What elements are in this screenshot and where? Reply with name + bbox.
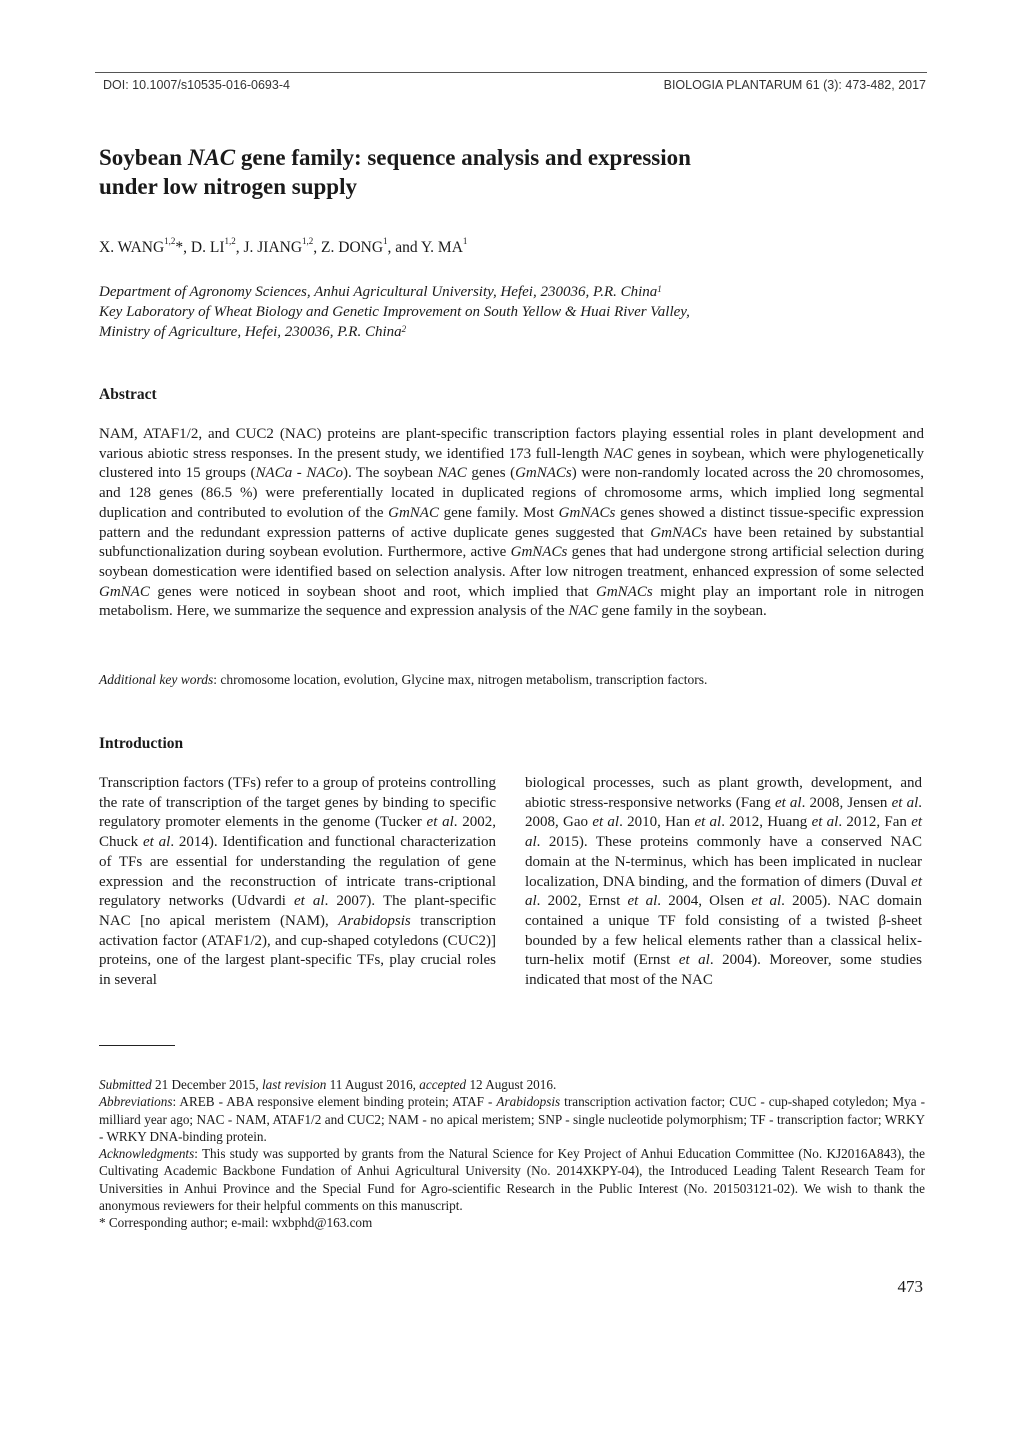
intro-column-right: biological processes, such as plant growth, development, and abiotic stress-responsive networks (Fang et al. 2008, Jensen et al. 2008, Gao et al. 2010, Han et al. 2012, Huang et al. 2012, Fan et al. 2015). These proteins commonly have a conserved NAC domain at the N-terminus, which has been implicated in nuclear localization, DNA binding, and the formation of dimers (Duval et al. 2002, Ernst et al. 2004, Olsen et al. 2005). NAC domain contained a unique TF fold consisting of a twisted β-sheet bounded by a few helical elements rather than a classical helix-turn-helix motif (Ernst et al. 2004). Moreover, some studies indicated that most of the NAC	[525, 775, 923, 989]
corresponding-author: * Corresponding author; e-mail: wxbphd@163.com	[99, 1215, 373, 1231]
introduction-heading: Introduction	[99, 735, 184, 752]
abstract-body: NAM, ATAF1/2, and CUC2 (NAC) proteins are plant-specific transcription factors playing essential roles in plant development and various abiotic stress responses. In the present study, we identified 173 full-length NAC genes in soybean, which were phylogenetically clustered into 15 groups (NACa - NACo). The soybean NAC genes (GmNACs) were non-randomly located across the 20 chromosomes, and 128 genes (86.5 %) were preferentially located in duplicated regions of chromosome arms, which implied long segmental duplication and contributed to evolution of the GmNAC gene family. Most GmNACs genes showed a distinct tissue-specific expression pattern and the redundant expression patterns of active duplicate genes suggested that GmNACs have been retained by substantial subfunctionalization during soybean evolution. Furthermore, active GmNACs genes that had undergone strong artificial selection during soybean domestication were identified based on selection analysis. After low nitrogen treatment, enhanced expression of some selected GmNAC genes were noticed in soybean shoot and root, which implied that GmNACs might play an important role in nitrogen metabolism. Here, we summarize the sequence and expression analysis of the NAC gene family in the soybean.	[99, 426, 925, 620]
author-list: X. WANG$^{1,2}$*, D. LI$^{1,2}$, J. JIANG$^{1,2}$, Z. DONG$^1$, and Y. $MA^1$	[99, 236, 468, 256]
footnote-rule	[99, 1045, 175, 1046]
header-rule	[95, 72, 927, 73]
paper-title: Soybean NAC gene family: sequence analysis and expression under low nitrogen supply	[99, 145, 691, 199]
keywords: Additional key words: chromosome location, evolution, Glycine max, nitrogen metabolism, transcription factors.	[99, 672, 708, 687]
footnotes: Submitted 21 December 2015, last revision 11 August 2016, accepted 12 August 2016. Abbreviations: AREB - ABA responsive element binding protein; ATAF - Arabidopsis transcription activation factor; CUC - cup-shaped cotyledon; Mya - milliard year ago; NAC - NAM, ATAF1/2 and CUC2; NAM - no apical meristem; SNP - single nucleotide polymorphism; TF - transcription factor; WRKY - WRKY DNA-binding protein. Acknowledgments: This study was supported by grants from the Natural Science for Key Project of Anhui Education Committee (No. KJ2016A843), the Cultivating Academic Backbone Fundation of Anhui Agricultural University (No. 2014XKPY-04), the Introduced Leading Talent Research Team for Universities in Anhui Province and the Special Fund for Agro-scientific Research in the Public Interest (No. 201503121-02). We wish to thank the anonymous reviewers for their helpful comments on this manuscript. * Corresponding author; e-mail: wxbphd@163.com	[99, 1077, 925, 1231]
intro-column-left: Transcription factors (TFs) refer to a group of proteins controlling the rate of transcription of the target genes by binding to specific regulatory promoter elements in the genome (Tucker et al. 2002, Chuck et al. 2014). Identification and functional characterization of TFs are essential for understanding the regulation of gene expression and the reconstruction of intricate trans-criptional regulatory networks (Udvardi et al. 2007). The plant-specific NAC [no apical meristem (NAM), Arabidopsis transcription activation factor (ATAF1/2), and cup-shaped cotyledons (CUC2)] proteins, one of the largest plant-specific TFs, play crucial roles in several	[99, 775, 497, 989]
doi: DOI: 10.1007/s10535-016-0693-4	[103, 78, 290, 92]
abstract-heading: Abstract	[99, 386, 157, 403]
page-number: 473	[897, 1277, 923, 1296]
affiliations: Department of Agronomy Sciences, Anhui Agricultural University, Hefei, 230036, P.R. China$^1$ Key Laboratory of Wheat Biology and Genetic Improvement on South Yellow & Huai River Valley, Ministry of Agriculture, Hefei, 230036, P.R. China$^2$	[99, 284, 690, 340]
journal-citation: BIOLOGIA PLANTARUM 61 (3): 473-482, 2017	[663, 78, 926, 92]
